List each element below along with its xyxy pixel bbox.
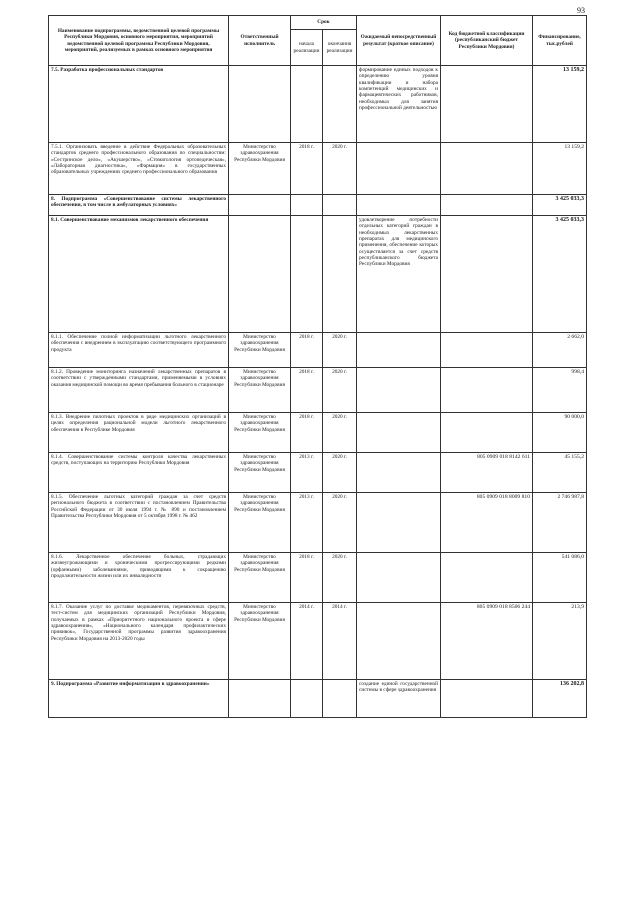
row-funding: 45 155,2 bbox=[533, 453, 587, 493]
row-end bbox=[323, 216, 357, 333]
row-start: 2018 г. bbox=[291, 553, 323, 603]
row-responsible bbox=[229, 66, 291, 143]
table-row bbox=[49, 195, 587, 216]
row-responsible bbox=[229, 216, 291, 333]
row-responsible: Министерство здравоохранения Республики Мордовия bbox=[229, 143, 291, 195]
row-responsible: Министерство здравоохранения Республики Мордовия bbox=[229, 333, 291, 368]
table-row bbox=[49, 66, 587, 143]
row-end: 2020 г. bbox=[323, 368, 357, 413]
row-end: 2020 г. bbox=[323, 413, 357, 453]
row-funding: 998,4 bbox=[533, 368, 587, 413]
header-result: Ожидаемый непосредственный результат (краткое описание) bbox=[357, 16, 441, 66]
header-responsible: Ответственный исполнитель bbox=[229, 16, 291, 66]
row-end: 2020 г. bbox=[323, 333, 357, 368]
row-responsible bbox=[229, 195, 291, 216]
row-start: 2018 г. bbox=[291, 333, 323, 368]
row-budget-code: 805 0909 018 8506 244 bbox=[441, 603, 533, 680]
row-responsible: Министерство здравоохранения Республики Мордовия bbox=[229, 368, 291, 413]
row-budget-code bbox=[441, 680, 533, 718]
row-result bbox=[357, 553, 441, 603]
row-end: 2020 г. bbox=[323, 493, 357, 553]
table-row bbox=[49, 493, 587, 553]
row-start: 2013 г. bbox=[291, 493, 323, 553]
row-funding: 3 425 033,3 bbox=[533, 195, 587, 216]
row-start: 2018 г. bbox=[291, 368, 323, 413]
row-start: 2018 г. bbox=[291, 413, 323, 453]
row-result bbox=[357, 143, 441, 195]
table-row bbox=[49, 368, 587, 413]
row-budget-code bbox=[441, 368, 533, 413]
row-result bbox=[357, 333, 441, 368]
row-end: 2020 г. bbox=[323, 143, 357, 195]
row-result bbox=[357, 493, 441, 553]
row-funding: 541 086,0 bbox=[533, 553, 587, 603]
row-budget-code bbox=[441, 413, 533, 453]
header-period: Срок bbox=[291, 16, 357, 30]
row-name: 8.1.5. Обеспечение льготных категорий граждан за счет средств регионального бюджета в соответствии с постановлением Правительства Российской Федерации от 30 июля 1994 г. № 890 и постановлением Правительства Республики Мордовия от 5 октября 1998 г. № 462 bbox=[49, 493, 229, 553]
table-row bbox=[49, 413, 587, 453]
row-responsible: Министерство здравоохранения Республики Мордовия bbox=[229, 413, 291, 453]
row-end: 2020 г. bbox=[323, 453, 357, 493]
row-start bbox=[291, 66, 323, 143]
row-result bbox=[357, 368, 441, 413]
row-funding: 90 000,0 bbox=[533, 413, 587, 453]
row-start: 2014 г. bbox=[291, 603, 323, 680]
table-row bbox=[49, 680, 587, 718]
row-budget-code: 805 0909 018 8009 810 bbox=[441, 493, 533, 553]
row-funding: 213,9 bbox=[533, 603, 587, 680]
row-name: 9. Подпрограмма «Развитие информатизации в здравоохранении» bbox=[49, 680, 229, 718]
header-budget-code: Код бюджетной классификации (республиканский бюджет Республики Мордовия) bbox=[441, 16, 533, 66]
row-budget-code bbox=[441, 195, 533, 216]
program-table bbox=[48, 15, 587, 718]
row-name: 8.1.6. Лекарственное обеспечение больных, страдающих жизнеугрожающими и хроническими прогрессирующими редкими (орфанными) заболеваниями, приводящими к сокращению продолжительности жизни или их инвалидности bbox=[49, 553, 229, 603]
row-result bbox=[357, 195, 441, 216]
row-start bbox=[291, 195, 323, 216]
row-end bbox=[323, 680, 357, 718]
row-responsible: Министерство здравоохранения Республики Мордовия bbox=[229, 603, 291, 680]
row-funding: 13 159,2 bbox=[533, 143, 587, 195]
row-start bbox=[291, 680, 323, 718]
row-name: 8.1.2. Проведение мониторинга назначений лекарственных препаратов в соответствии с утвержденными стандартами, применяемыми в условиях оказания медицинской помощи во время пребывания больного в стационаре bbox=[49, 368, 229, 413]
row-result: формирование единых подходов к определению уровня квалификации и набора компетенций медицинских и фармацевтических работников, необходимых для занятия профессиональной деятельностью bbox=[357, 66, 441, 143]
header-period-end: окончания реализации bbox=[323, 30, 357, 66]
table-body bbox=[49, 66, 587, 718]
row-responsible bbox=[229, 680, 291, 718]
table-row bbox=[49, 143, 587, 195]
row-responsible: Министерство здравоохранения Республики Мордовия bbox=[229, 553, 291, 603]
table-row bbox=[49, 453, 587, 493]
row-end: 2020 г. bbox=[323, 553, 357, 603]
table-row bbox=[49, 216, 587, 333]
row-budget-code bbox=[441, 143, 533, 195]
row-end: 2014 г. bbox=[323, 603, 357, 680]
row-budget-code bbox=[441, 216, 533, 333]
row-name: 8.1.7. Оказание услуг по доставке медикаментов, перевязочных средств, тест-систем для медицинских организаций Республики Мордовия, получаемых в рамках «Приоритетного национального проекта в сфере здравоохранения», «Национального календаря профилактических прививок», Государственной программы развития здравоохранения Республики Мордовия на 2013-2020 годы bbox=[49, 603, 229, 680]
row-name: 7.5.1. Организовать введение в действие Федеральных образовательных стандартов среднего профессионального образования по специальностям: «Сестринское дело», «Акушерство», «Стоматология ортопедическая», «Лабораторная диагностика», «Фармация» в государственных образовательных учреждениях среднего профессионального образования bbox=[49, 143, 229, 195]
row-start bbox=[291, 216, 323, 333]
row-responsible: Министерство здравоохранения Республики Мордовия bbox=[229, 493, 291, 553]
header-period-start: начала реализации bbox=[291, 30, 323, 66]
row-responsible: Министерство здравоохранения Республики Мордовия bbox=[229, 453, 291, 493]
row-end bbox=[323, 195, 357, 216]
row-budget-code: 805 0909 018 8142 611 bbox=[441, 453, 533, 493]
row-name: 8. Подпрограмма «Совершенствование системы лекарственного обеспечения, в том числе в амбулаторных условиях» bbox=[49, 195, 229, 216]
table-row bbox=[49, 333, 587, 368]
row-result bbox=[357, 453, 441, 493]
table-row bbox=[49, 603, 587, 680]
row-funding: 136 202,8 bbox=[533, 680, 587, 718]
row-name: 8.1.1. Обеспечение полной информатизации льготного лекарственного обеспечения с внедрением в эксплуатацию соответствующего программного продукта bbox=[49, 333, 229, 368]
row-funding: 3 425 033,3 bbox=[533, 216, 587, 333]
row-result bbox=[357, 603, 441, 680]
row-result bbox=[357, 413, 441, 453]
table-header bbox=[49, 16, 587, 66]
header-name: Наименование подпрограммы, ведомственной целевой программы Республики Мордовия, основного мероприятия, мероприятий ведомственной целевой программы Республики Мордовия, мероприятий, реализуемых в рамках основного мероприятия bbox=[49, 16, 229, 66]
row-funding: 2 662,0 bbox=[533, 333, 587, 368]
row-budget-code bbox=[441, 333, 533, 368]
row-start: 2013 г. bbox=[291, 453, 323, 493]
row-funding: 2 746 987,8 bbox=[533, 493, 587, 553]
row-budget-code bbox=[441, 66, 533, 143]
row-name: 7.5. Разработка профессиональных стандартов bbox=[49, 66, 229, 143]
row-name: 8.1.3. Внедрение пилотных проектов в ряде медицинских организаций в целях определения рациональной модели льготного лекарственного обеспечения в Республике Мордовия bbox=[49, 413, 229, 453]
row-budget-code bbox=[441, 553, 533, 603]
row-result: создание единой государственной системы в сфере здравоохранения bbox=[357, 680, 441, 718]
table-row bbox=[49, 553, 587, 603]
row-name: 8.1. Совершенствование механизмов лекарственного обеспечения bbox=[49, 216, 229, 333]
row-end bbox=[323, 66, 357, 143]
row-name: 8.1.4. Совершенствование системы контроля качества лекарственных средств, поступающих на территорию Республики Мордовия bbox=[49, 453, 229, 493]
row-result: удовлетворение потребности отдельных категорий граждан в необходимых лекарственных препаратах для медицинского применения, обеспечение которых осуществляется за счет средств республиканского бюджета Республики Мордовия bbox=[357, 216, 441, 333]
row-start: 2018 г. bbox=[291, 143, 323, 195]
row-funding: 13 159,2 bbox=[533, 66, 587, 143]
page-number: 93 bbox=[577, 6, 585, 15]
header-funding: Финансирование, тыс.рублей bbox=[533, 16, 587, 66]
